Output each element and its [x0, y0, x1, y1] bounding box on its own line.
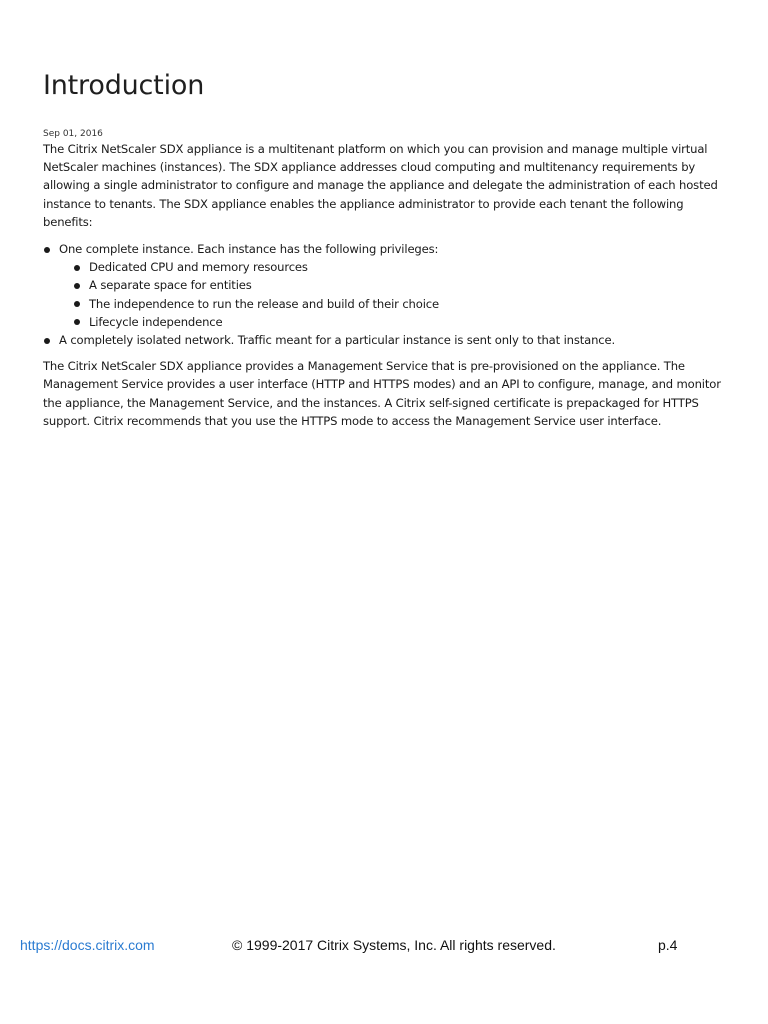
page-content	[43, 66, 733, 430]
list-item	[43, 331, 733, 349]
list-item-text: A separate space for entities	[89, 278, 252, 293]
benefits-list	[43, 240, 733, 349]
list-item	[73, 276, 733, 294]
bullet-icon	[74, 265, 80, 271]
bullet-icon	[74, 283, 80, 289]
publish-date: Sep 01, 2016	[43, 129, 103, 139]
list-item	[73, 258, 733, 276]
docs-link[interactable]: https://docs.citrix.com	[20, 937, 155, 953]
closing-paragraph: The Citrix NetScaler SDX appliance provides a Management Service that is pre-provisioned on the appliance. The Management Service provides a user interface (HTTP and HTTPS modes) and an API to configure, manage, and monitor the appliance, the Management Service, and the instances. A Citrix self-signed certificate is prepackaged for HTTPS support. Citrix recommends that you use the HTTPS mode to access the Management Service user interface.	[43, 359, 721, 428]
list-item-text: A completely isolated network. Traffic meant for a particular instance is sent only to that instance.	[59, 333, 616, 348]
bullet-icon	[44, 338, 50, 344]
page-footer	[0, 935, 768, 955]
privileges-list	[59, 258, 733, 331]
list-item-text: One complete instance. Each instance has the following privileges:	[59, 242, 439, 257]
page-number: p.4	[658, 937, 678, 953]
list-item-text: The independence to run the release and build of their choice	[89, 296, 439, 311]
list-item	[73, 295, 733, 313]
bullet-icon	[74, 301, 80, 307]
list-item-text: Lifecycle independence	[89, 314, 223, 329]
list-item-text: Dedicated CPU and memory resources	[89, 260, 308, 275]
list-item	[43, 240, 733, 331]
intro-paragraph: The Citrix NetScaler SDX appliance is a multitenant platform on which you can provision and manage multiple virtual NetScaler machines (instances). The SDX appliance addresses cloud computing and multitenancy requirements by allowing a single administrator to configure and manage the appliance and delegate the administration of each hosted instance to tenants. The SDX appliance enables the appliance administrator to provide each tenant the following benefits:	[43, 142, 718, 229]
page-title: Introduction	[43, 70, 205, 101]
bullet-icon	[44, 247, 50, 253]
bullet-icon	[74, 319, 80, 325]
list-item	[73, 313, 733, 331]
copyright-notice: © 1999-2017 Citrix Systems, Inc. All rights reserved.	[232, 937, 556, 953]
